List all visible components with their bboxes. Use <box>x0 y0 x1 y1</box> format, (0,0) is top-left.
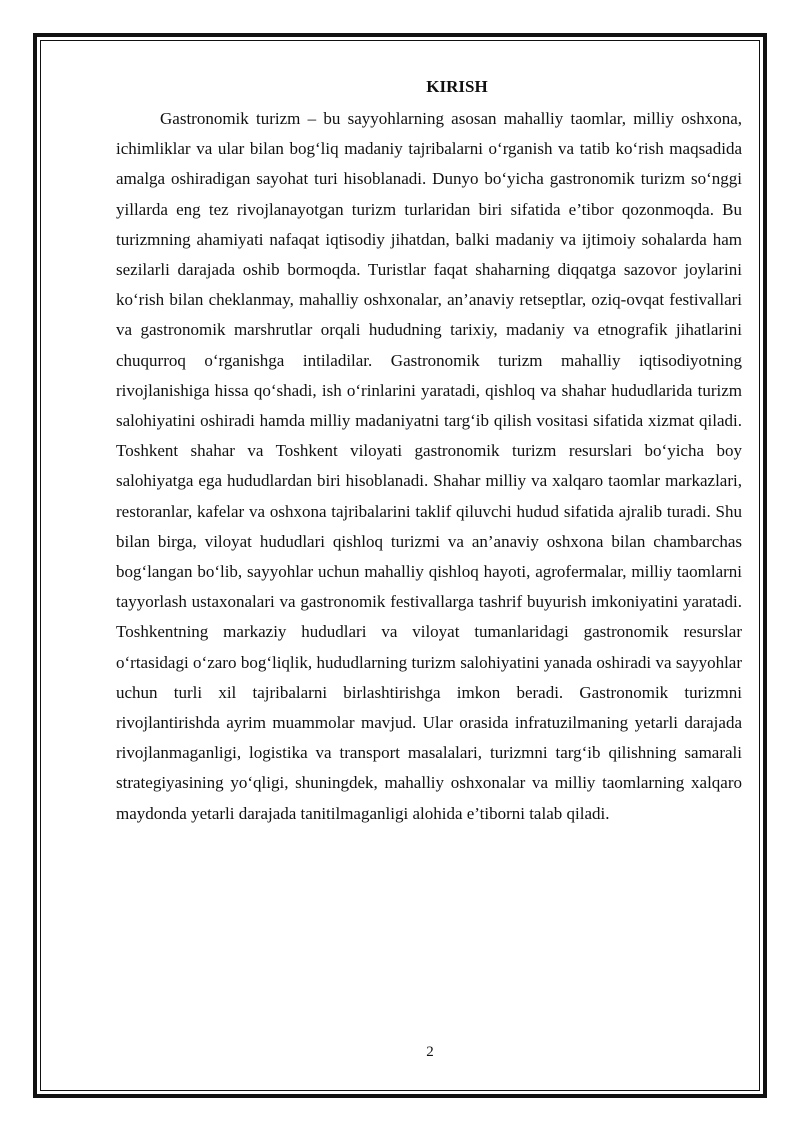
document-body <box>116 74 742 829</box>
body-paragraph: Gastronomik turizm – bu sayyohlarning asosan mahalliy taomlar, milliy oshxona, ichimliklar va ular bilan bog‘liq madaniy tajribalarni o‘rganish va tatib ko‘rish maqsadida amalga oshiradigan sayohat turi hisoblanadi. Dunyo bo‘yicha gastronomik turizm so‘nggi yillarda eng tez rivojlanayotgan turizm turlaridan biri sifatida e’tibor qozonmoqda. Bu turizmning ahamiyati nafaqat iqtisodiy jihatdan, balki madaniy va ijtimoiy sohalarda ham sezilarli darajada oshib bormoqda. Turistlar faqat shaharning diqqatga sazovor joylarini ko‘rish bilan cheklanmay, mahalliy oshxonalar, an’anaviy retseptlar, oziq-ovqat festivallari va gastronomik marshrutlar orqali hududning tarixiy, madaniy va etnografik jihatlarini chuqurroq o‘rganishga intiladilar. Gastronomik turizm mahalliy iqtisodiyotning rivojlanishiga hissa qo‘shadi, ish o‘rinlarini yaratadi, qishloq va shahar hududlarida turizm salohiyatini oshiradi hamda milliy madaniyatni targ‘ib qilish vositasi sifatida xizmat qiladi. Toshkent shahar va Toshkent viloyati gastronomik turizm resurslari bo‘yicha boy salohiyatga ega hududlardan biri hisoblanadi. Shahar milliy va xalqaro taomlar markazlari, restoranlar, kafelar va oshxona tajribalarini taklif qiluvchi hudud sifatida ajralib turadi. Shu bilan birga, viloyat hududlari qishloq turizmi va an’anaviy oshxona bilan chambarchas bog‘langan bo‘lib, sayyohlar uchun mahalliy qishloq hayoti, agrofermalar, milliy taomlarni tayyorlash ustaxonalari va gastronomik festivallarga tashrif buyurish imkoniyatini yaratadi. Toshkentning markaziy hududlari va viloyat tumanlaridagi gastronomik resurslar o‘rtasidagi o‘zaro bog‘liqlik, hududlarning turizm salohiyatini yanada oshiradi va sayyohlar uchun turli xil tajribalarni birlashtirishga imkon beradi. Gastronomik turizmni rivojlantirishda ayrim muammolar mavjud. Ular orasida infratuzilmaning yetarli darajada rivojlanmaganligi, logistika va transport masalalari, turizmni targ‘ib qilishning samarali strategiyasining yo‘qligi, shuningdek, mahalliy oshxonalar va milliy taomlarning xalqaro maydonda yetarli darajada tanitilmaganligi alohida e’tiborni talab qiladi. <box>116 109 742 823</box>
section-heading: KIRISH <box>426 77 488 96</box>
page-number: 2 <box>426 1044 434 1060</box>
